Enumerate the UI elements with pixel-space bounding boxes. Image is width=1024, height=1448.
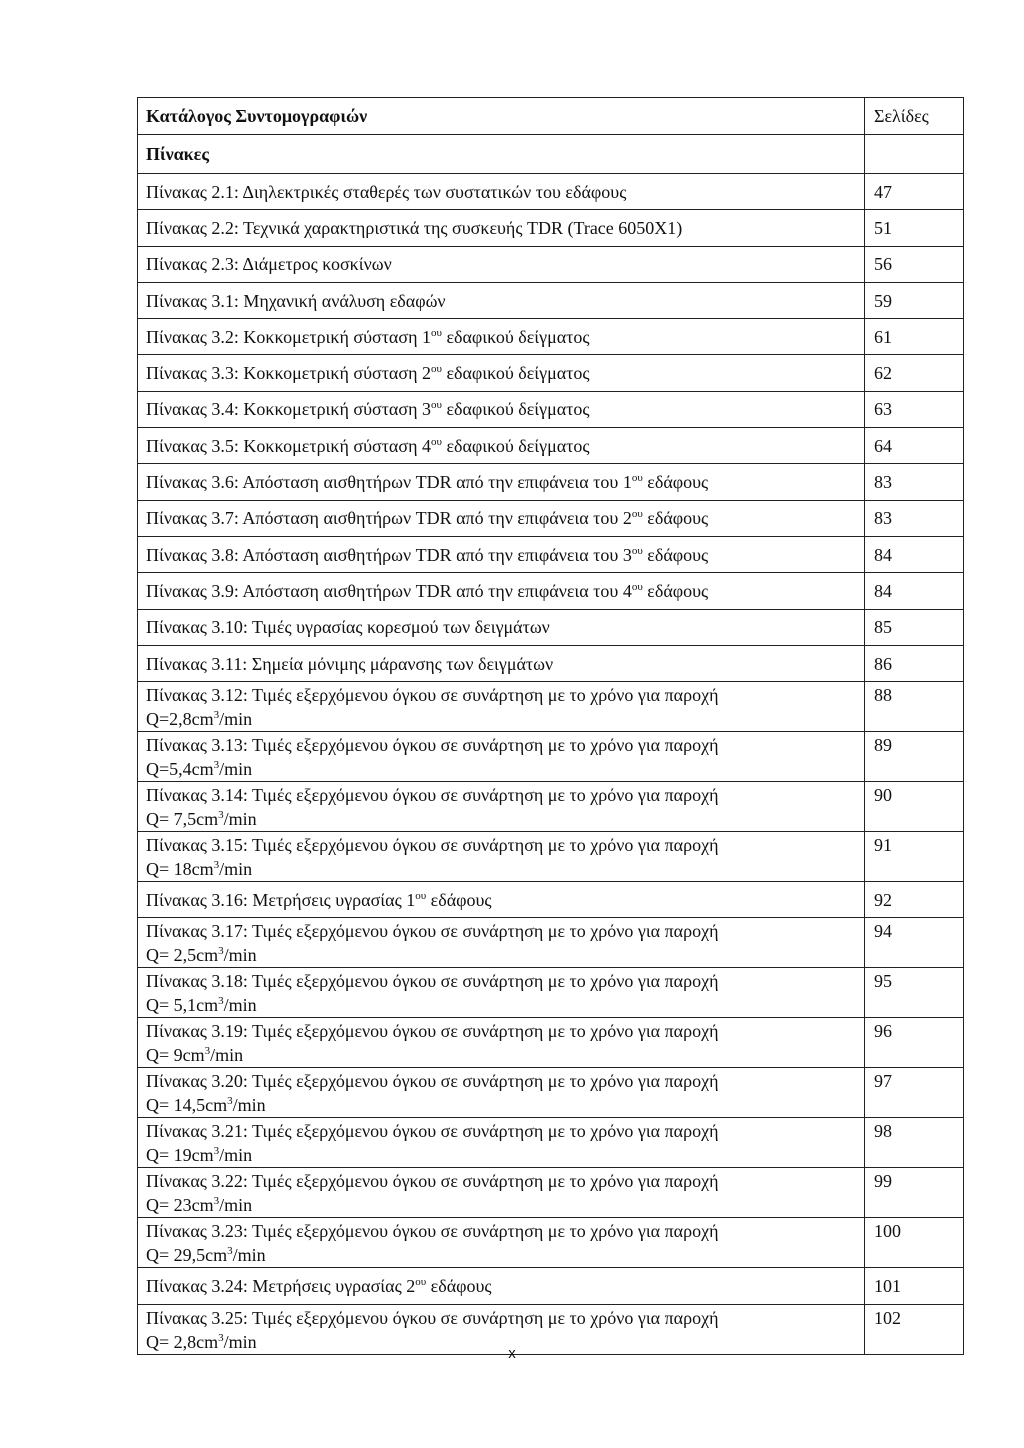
table-row (138, 1268, 964, 1304)
entry-page: 85 (865, 609, 964, 645)
entry-title-tail: εδάφους (642, 508, 709, 529)
entry-page: 94 (865, 918, 964, 968)
entry-title-text: Πίνακας 3.12: Τιμές εξερχόμενου όγκου σε συνάρτηση με το χρόνο για παροχή (146, 685, 719, 706)
section-label: Πίνακες (138, 135, 865, 174)
entry-title (138, 1118, 865, 1168)
entry-page: 59 (865, 282, 964, 318)
entry-title-text: Πίνακας 3.3: Κοκκομετρική σύσταση 2 (146, 363, 431, 384)
entry-title-tail: εδαφικού δείγματος (441, 363, 590, 384)
entry-title (138, 282, 865, 318)
entry-flow-line (146, 943, 856, 967)
unit-exponent: 3 (213, 709, 220, 722)
flow-unit: /min (232, 1095, 266, 1116)
toc-title: Κατάλογος Συντομογραφιών (138, 98, 865, 135)
entry-title (138, 918, 865, 968)
entry-page: 51 (865, 210, 964, 246)
entry-title (138, 682, 865, 732)
flow-value: Q= 2,5cm (146, 945, 219, 966)
entry-page: 61 (865, 319, 964, 355)
table-of-contents (137, 97, 964, 1355)
table-row (138, 573, 964, 609)
unit-exponent: 3 (213, 759, 220, 772)
flow-value: Q= 2,8cm (146, 1331, 219, 1352)
entry-title-tail: εδάφους (426, 1276, 492, 1297)
unit-exponent: 3 (213, 859, 220, 872)
flow-unit: /min (223, 945, 257, 966)
entry-title-text: Πίνακας 2.1: Διηλεκτρικές σταθερές των συστατικών του εδάφους (146, 181, 627, 202)
table-row (138, 282, 964, 318)
entry-flow-line (146, 1043, 856, 1067)
table-row (138, 832, 964, 882)
section-row (138, 135, 964, 174)
entry-page: 64 (865, 428, 964, 464)
entry-page: 102 (865, 1304, 964, 1354)
entry-title-tail: εδάφους (642, 544, 709, 565)
toc-header-row (138, 98, 964, 135)
section-page-cell (865, 135, 964, 174)
entry-title (138, 968, 865, 1018)
unit-exponent: 3 (213, 1145, 220, 1158)
flow-value: Q=5,4cm (146, 759, 214, 780)
entry-title (138, 391, 865, 427)
entry-title (138, 428, 865, 464)
table-row (138, 918, 964, 968)
entry-page: 83 (865, 464, 964, 500)
entry-page: 92 (865, 882, 964, 918)
entry-title-text: Πίνακας 3.14: Τιμές εξερχόμενου όγκου σε συνάρτηση με το χρόνο για παροχή (146, 785, 719, 806)
entry-title (138, 355, 865, 391)
entry-page: 97 (865, 1068, 964, 1118)
table-row (138, 355, 964, 391)
entry-page: 99 (865, 1168, 964, 1218)
ordinal-suffix: ου (430, 363, 442, 376)
entry-title-tail: εδαφικού δείγματος (441, 435, 590, 456)
ordinal-suffix: ου (631, 580, 643, 593)
entry-title-text: Πίνακας 2.3: Διάμετρος κοσκίνων (146, 254, 392, 275)
entry-page: 95 (865, 968, 964, 1018)
entry-page: 47 (865, 174, 964, 210)
entry-title (138, 732, 865, 782)
entry-title-text: Πίνακας 3.23: Τιμές εξερχόμενου όγκου σε συνάρτηση με το χρόνο για παροχή (146, 1221, 719, 1242)
entry-title-text: Πίνακας 3.11: Σημεία μόνιμης μάρανσης των δειγμάτων (146, 653, 554, 674)
entry-title (138, 210, 865, 246)
ordinal-suffix: ου (415, 889, 427, 902)
flow-unit: /min (219, 709, 253, 730)
flow-value: Q=2,8cm (146, 709, 214, 730)
entry-flow-line (146, 757, 856, 781)
ordinal-suffix: ου (415, 1276, 427, 1289)
unit-exponent: 3 (218, 995, 224, 1008)
ordinal-suffix: ου (430, 435, 442, 448)
entry-page: 96 (865, 1018, 964, 1068)
table-row (138, 210, 964, 246)
entry-title-text: Πίνακας 3.16: Μετρήσεις υγρασίας 1 (146, 889, 416, 910)
unit-exponent: 3 (218, 1331, 224, 1344)
entry-title-text: Πίνακας 3.8: Απόσταση αισθητήρων TDR από την επιφάνεια του 3 (146, 544, 632, 565)
entry-title-tail: εδαφικού δείγματος (441, 326, 590, 347)
entry-flow-line (146, 1193, 856, 1217)
entry-title (138, 536, 865, 572)
entry-title-text: Πίνακας 2.2: Τεχνικά χαρακτηριστικά της συσκευής TDR (Trace 6050X1) (146, 217, 683, 238)
flow-unit: /min (219, 1195, 253, 1216)
flow-value: Q= 23cm (146, 1195, 214, 1216)
flow-value: Q= 14,5cm (146, 1095, 228, 1116)
flow-unit: /min (223, 1331, 257, 1352)
table-row (138, 682, 964, 732)
entry-title-text: Πίνακας 3.20: Τιμές εξερχόμενου όγκου σε συνάρτηση με το χρόνο για παροχή (146, 1071, 719, 1092)
entry-title (138, 1168, 865, 1218)
ordinal-suffix: ου (631, 508, 643, 521)
flow-value: Q= 7,5cm (146, 809, 219, 830)
pages-column-header: Σελίδες (865, 98, 964, 135)
flow-value: Q= 9cm (146, 1045, 205, 1066)
entry-title-text: Πίνακας 3.1: Μηχανική ανάλυση εδαφών (146, 290, 446, 311)
flow-unit: /min (219, 1145, 253, 1166)
flow-unit: /min (219, 859, 253, 880)
entry-page: 56 (865, 246, 964, 282)
ordinal-suffix: ου (430, 326, 442, 339)
flow-value: Q= 29,5cm (146, 1245, 228, 1266)
entry-page: 63 (865, 391, 964, 427)
entry-flow-line (146, 1093, 856, 1117)
flow-unit: /min (223, 995, 257, 1016)
entry-flow-line (146, 857, 856, 881)
entry-title (138, 1268, 865, 1304)
entry-title-text: Πίνακας 3.19: Τιμές εξερχόμενου όγκου σε συνάρτηση με το χρόνο για παροχή (146, 1021, 719, 1042)
table-row (138, 464, 964, 500)
entry-title-text: Πίνακας 3.10: Τιμές υγρασίας κορεσμού των δειγμάτων (146, 617, 550, 638)
table-row (138, 882, 964, 918)
table-row (138, 428, 964, 464)
table-row (138, 1018, 964, 1068)
entry-title-text: Πίνακας 3.18: Τιμές εξερχόμενου όγκου σε συνάρτηση με το χρόνο για παροχή (146, 971, 719, 992)
entry-page: 62 (865, 355, 964, 391)
flow-unit: /min (223, 809, 257, 830)
table-row (138, 645, 964, 681)
table-row (138, 246, 964, 282)
table-row (138, 1218, 964, 1268)
entry-title (138, 832, 865, 882)
ordinal-suffix: ου (631, 472, 643, 485)
table-row (138, 174, 964, 210)
entry-title-text: Πίνακας 3.4: Κοκκομετρική σύσταση 3 (146, 399, 431, 420)
entry-title (138, 246, 865, 282)
table-row (138, 536, 964, 572)
table-row (138, 319, 964, 355)
entry-title (138, 573, 865, 609)
entry-title-text: Πίνακας 3.6: Απόσταση αισθητήρων TDR από την επιφάνεια του 1 (146, 472, 632, 493)
entry-title (138, 782, 865, 832)
page-number: x (508, 1345, 516, 1362)
entry-title-text: Πίνακας 3.21: Τιμές εξερχόμενου όγκου σε συνάρτηση με το χρόνο για παροχή (146, 1121, 719, 1142)
entry-title-text: Πίνακας 3.22: Τιμές εξερχόμενου όγκου σε συνάρτηση με το χρόνο για παροχή (146, 1171, 719, 1192)
entry-title-text: Πίνακας 3.25: Τιμές εξερχόμενου όγκου σε συνάρτηση με το χρόνο για παροχή (146, 1307, 719, 1328)
entry-title-text: Πίνακας 3.13: Τιμές εξερχόμενου όγκου σε συνάρτηση με το χρόνο για παροχή (146, 735, 719, 756)
entry-title (138, 464, 865, 500)
table-row (138, 500, 964, 536)
entry-title-text: Πίνακας 3.9: Απόσταση αισθητήρων TDR από την επιφάνεια του 4 (146, 580, 632, 601)
entry-page: 90 (865, 782, 964, 832)
unit-exponent: 3 (227, 1245, 233, 1258)
unit-exponent: 3 (204, 1045, 211, 1058)
entry-flow-line (146, 707, 856, 731)
entry-title (138, 319, 865, 355)
entry-page: 88 (865, 682, 964, 732)
ordinal-suffix: ου (631, 544, 643, 557)
entry-title (138, 1218, 865, 1268)
unit-exponent: 3 (227, 1095, 233, 1108)
entry-title-tail: εδαφικού δείγματος (441, 399, 590, 420)
entry-title (138, 609, 865, 645)
entry-flow-line (146, 1243, 856, 1267)
flow-value: Q= 19cm (146, 1145, 214, 1166)
entry-page: 84 (865, 573, 964, 609)
entry-page: 91 (865, 832, 964, 882)
flow-unit: /min (210, 1045, 244, 1066)
flow-value: Q= 18cm (146, 859, 214, 880)
table-row (138, 1118, 964, 1168)
entry-title (138, 1068, 865, 1118)
entry-flow-line (146, 993, 856, 1017)
entry-title-tail: εδάφους (426, 889, 492, 910)
entry-title-text: Πίνακας 3.7: Απόσταση αισθητήρων TDR από την επιφάνεια του 2 (146, 508, 632, 529)
unit-exponent: 3 (218, 809, 224, 822)
entry-title-text: Πίνακας 3.24: Μετρήσεις υγρασίας 2 (146, 1276, 416, 1297)
entry-title (138, 1018, 865, 1068)
entry-title-text: Πίνακας 3.17: Τιμές εξερχόμενου όγκου σε συνάρτηση με το χρόνο για παροχή (146, 921, 719, 942)
entry-title-tail: εδάφους (642, 580, 709, 601)
entry-title (138, 500, 865, 536)
entry-title-tail: εδάφους (642, 472, 709, 493)
entry-title-text: Πίνακας 3.2: Κοκκομετρική σύσταση 1 (146, 326, 431, 347)
ordinal-suffix: ου (430, 399, 442, 412)
unit-exponent: 3 (213, 1195, 220, 1208)
table-row (138, 391, 964, 427)
entry-flow-line (146, 1143, 856, 1167)
entry-page: 89 (865, 732, 964, 782)
entry-page: 98 (865, 1118, 964, 1168)
entry-flow-line (146, 807, 856, 831)
table-row (138, 1168, 964, 1218)
entry-page: 86 (865, 645, 964, 681)
entry-page: 100 (865, 1218, 964, 1268)
table-row (138, 1068, 964, 1118)
entry-page: 101 (865, 1268, 964, 1304)
entry-title-text: Πίνακας 3.15: Τιμές εξερχόμενου όγκου σε συνάρτηση με το χρόνο για παροχή (146, 835, 719, 856)
entry-title (138, 174, 865, 210)
entry-page: 84 (865, 536, 964, 572)
entry-title (138, 882, 865, 918)
flow-unit: /min (232, 1245, 266, 1266)
flow-value: Q= 5,1cm (146, 995, 219, 1016)
entry-title-text: Πίνακας 3.5: Κοκκομετρική σύσταση 4 (146, 435, 431, 456)
table-row (138, 782, 964, 832)
entry-title (138, 645, 865, 681)
table-row (138, 732, 964, 782)
table-row (138, 609, 964, 645)
flow-unit: /min (219, 759, 253, 780)
table-row (138, 968, 964, 1018)
unit-exponent: 3 (218, 945, 224, 958)
entry-page: 83 (865, 500, 964, 536)
